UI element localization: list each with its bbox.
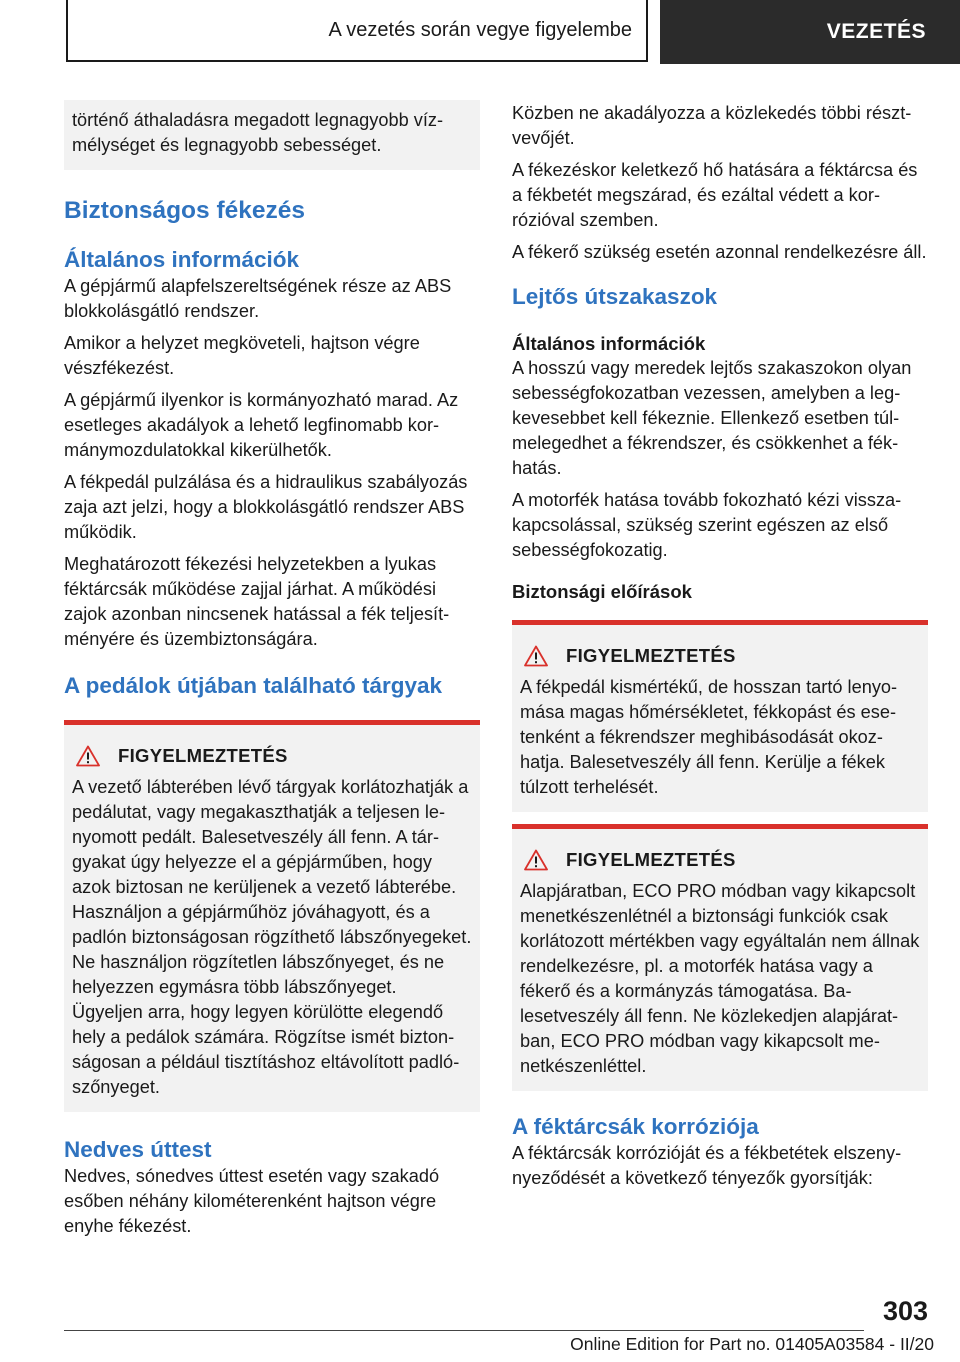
page-number: 303 xyxy=(882,1296,928,1326)
heading-disc-corrosion: A féktárcsák korróziója xyxy=(512,1114,759,1139)
paragraph: Amikor a helyzet megköveteli, hajtson végre vészfékezést. xyxy=(64,333,420,378)
warning-title: FIGYELMEZTETÉS xyxy=(566,849,736,870)
header-chapter-title: VEZETÉS xyxy=(826,20,926,43)
warning-triangle-icon xyxy=(76,745,100,767)
paragraph: A fékezéskor keletkező hő hatására a féktárcsa és a fékbetét megszárad, és ezáltal védett a korrózióval szemben. xyxy=(512,160,918,230)
warning-box-idle xyxy=(512,824,928,1091)
warning-text: Alapjáratban, ECO PRO módban vagy kikapcsolt menetkészenlétnél a biztonsági funkciók csak korlátozott mértékben vagy egyáltalán nem állnak rendelkezésre, pl. a motorfék hatása vagy a fékerő és a kormányzás támogatása. Balesetveszély áll fenn. Ne közlekedjen alapjáratban, ECO PRO módban vagy kikapcsolt menetkészenléttel. xyxy=(520,881,920,1076)
paragraph: A gépjármű ilyenkor is kormányozható marad. Az esetleges akadályok a lehető legfinomabb kormánymozdulatokkal kikerülhetők. xyxy=(64,390,459,460)
warning-title: FIGYELMEZTETÉS xyxy=(118,745,288,766)
left-column xyxy=(64,100,480,1246)
right-column xyxy=(512,100,928,1198)
warning-text: A fékpedál kismértékű, de hosszan tartó lenyomása magas hőmérsékletet, fékkopást és esetenként a fékrendszer meghibásodását okozhatja. Balesetveszély áll fenn. Kerülje a fékek túlzott terhelését. xyxy=(520,677,898,797)
paragraph: A motorfék hatása tovább fokozható kézi visszakapcsolással, szükség szerint egészen az első sebességfokozatig. xyxy=(512,490,902,560)
footer-edition: Online Edition for Part no. 01405A03584 - II/20 xyxy=(570,1334,934,1354)
paragraph: Közben ne akadályozza a közlekedés többi résztvevőjét. xyxy=(512,103,912,148)
heading-general-info: Általános információk xyxy=(64,247,300,272)
heading-safety-rules: Biztonsági előírások xyxy=(512,581,692,602)
warning-triangle-icon xyxy=(524,645,548,667)
paragraph: Nedves, sónedves úttest esetén vagy szakadó esőben néhány kilométerenként hajtson végre enyhe fékezést. xyxy=(64,1166,440,1236)
header-chapter-tab xyxy=(660,0,960,64)
intro-note-box xyxy=(64,100,480,170)
warning-title-row xyxy=(72,743,472,768)
warning-box-pedals xyxy=(64,720,480,1112)
footer-divider xyxy=(64,1330,864,1331)
paragraph: Meghatározott fékezési helyzetekben a lyukas féktárcsák működése zajjal járhat. A működési zajok azonban nincsenek hatással a fék teljesítményére és üzembiztonságára. xyxy=(64,554,450,649)
heading-wet-road: Nedves úttest xyxy=(64,1137,212,1162)
paragraph: A gépjármű alapfelszereltségének része az ABS blokkolásgátló rendszer. xyxy=(64,276,452,321)
paragraph: A fékerő szükség esetén azonnal rendelkezésre áll. xyxy=(512,242,927,262)
heading-general-info: Általános információk xyxy=(512,333,706,354)
header-section-box xyxy=(66,0,648,62)
paragraph: A féktárcsák korrózióját és a fékbetétek elszenynyeződését a következő tényezők gyorsítják: xyxy=(512,1143,902,1188)
heading-safe-braking: Biztonságos fékezés xyxy=(64,197,305,224)
warning-title-row xyxy=(520,847,920,872)
warning-text: A vezető lábterében lévő tárgyak korlátozhatják a pedálutat, vagy megakaszthatják a teljesen lenyomott pedált. Balesetveszély áll fenn. A tárgyakat úgy helyezze el a gépjárműben, hogy azok biztosan ne kerüljenek a vezető lábterébe. Használjon a gépjárműhöz jóváhagyott, és a padlón biztonságosan rögzíthető lábszőnyegeket. Ne használjon rögzítetlen lábszőnyeget, és ne helyezzen egymásra több lábszőnyeget. Ügyeljen arra, hogy legyen körülötte elegendő hely a pedálok számára. Rögzítse ismét biztonságosan a például tisztításhoz eltávolított padlószőnyeget. xyxy=(72,777,472,1097)
warning-title-row xyxy=(520,643,920,668)
header-section-title: A vezetés során vegye figyelembe xyxy=(328,18,632,41)
intro-text: történő áthaladásra megadott legnagyobb vízmélységet és legnagyobb sebességet. xyxy=(72,110,444,155)
warning-title: FIGYELMEZTETÉS xyxy=(566,645,736,666)
paragraph: A hosszú vagy meredek lejtős szakaszokon olyan sebességfokozatban vezessen, amelyben a legkevesebbet kell fékeznie. Ellenkező esetben túlmelegedhet a fékrendszer, és csökkenhet a fékhatás. xyxy=(512,358,912,478)
paragraph: A fékpedál pulzálása és a hidraulikus szabályozás zaja azt jelzi, hogy a blokkolásgátló rendszer ABS működik. xyxy=(64,472,468,542)
warning-box-brake-pedal xyxy=(512,620,928,812)
heading-slopes: Lejtős útszakaszok xyxy=(512,284,718,309)
heading-pedal-objects: A pedálok útjában található tárgyak xyxy=(64,673,443,698)
warning-triangle-icon xyxy=(524,849,548,871)
